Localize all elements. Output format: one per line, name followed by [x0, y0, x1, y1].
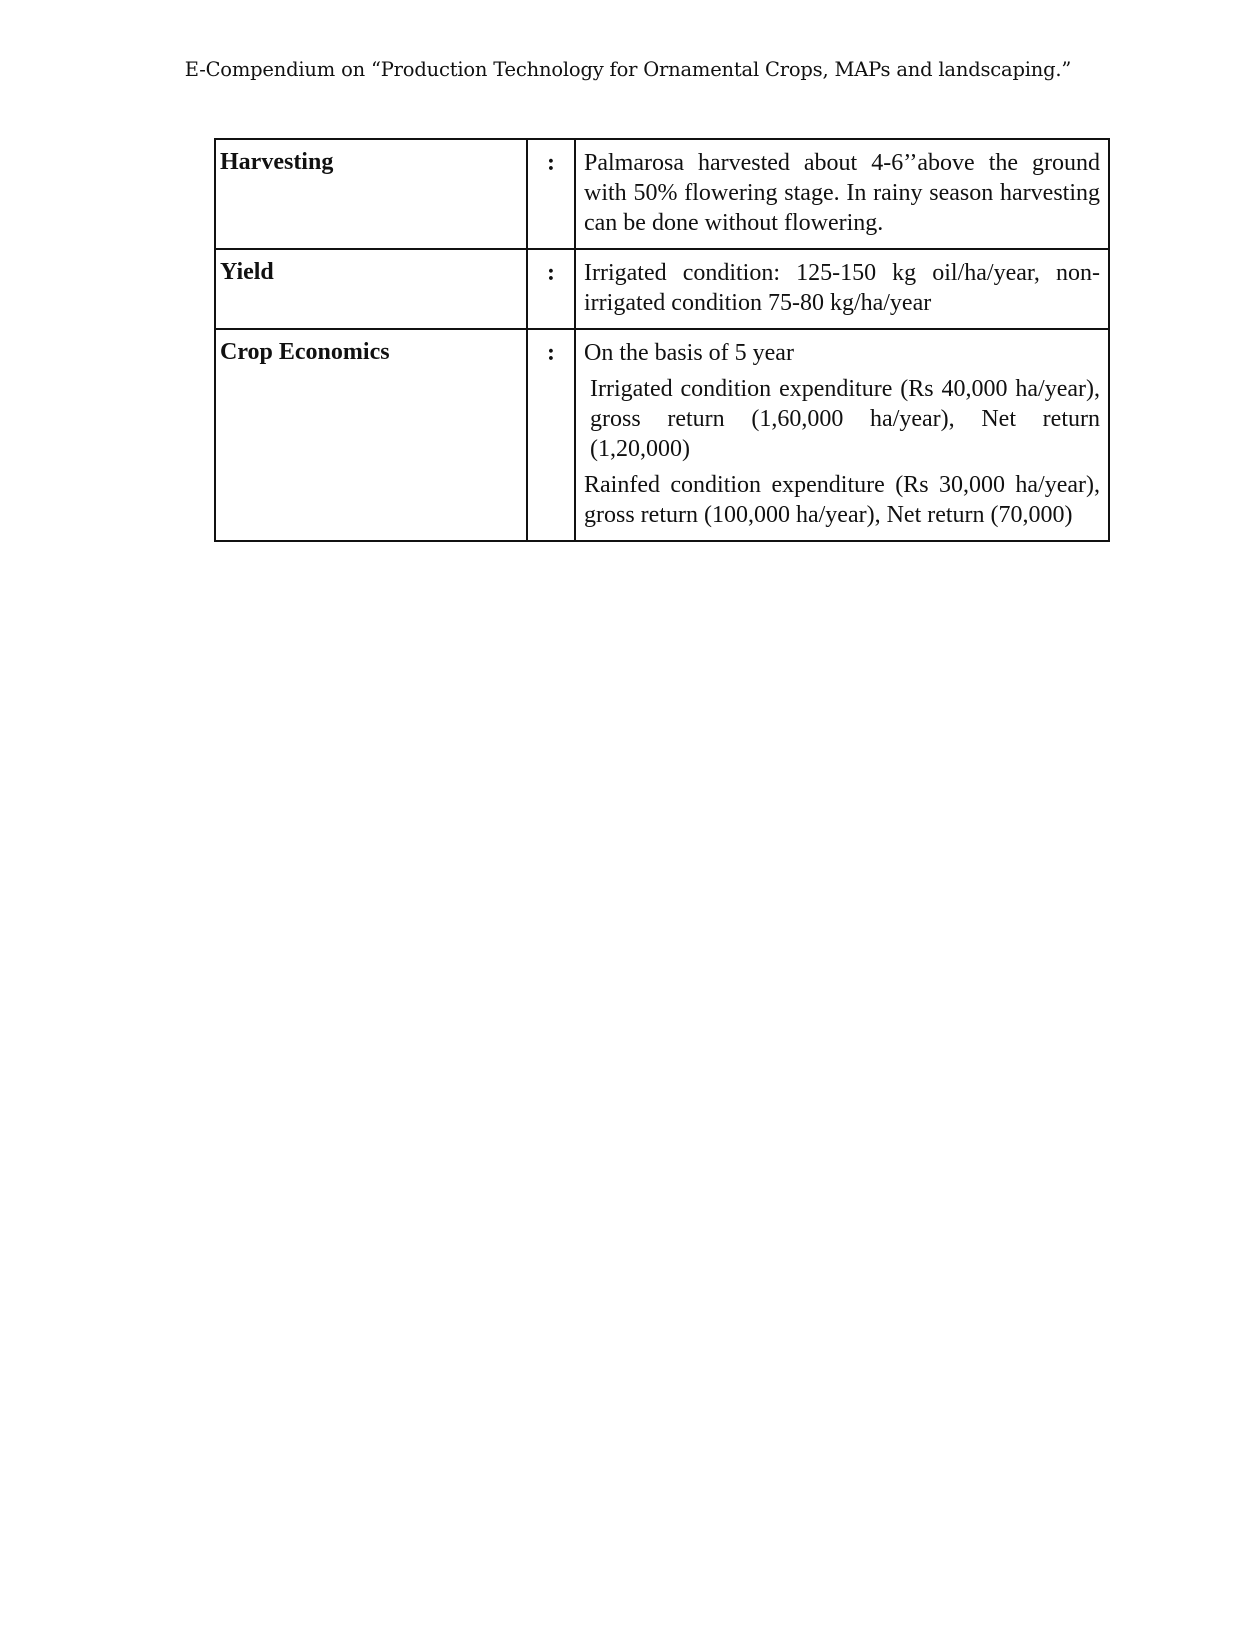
row-separator: :	[527, 329, 575, 541]
row-label: Crop Economics	[215, 329, 527, 541]
table-row-harvesting	[215, 139, 1109, 249]
page-header: E-Compendium on “Production Technology for Ornamental Crops, MAPs and landscaping.”	[184, 58, 1072, 81]
row-label: Yield	[215, 249, 527, 329]
table-row-crop-economics	[215, 329, 1109, 541]
row-separator: :	[527, 139, 575, 249]
row-label: Harvesting	[215, 139, 527, 249]
row-description	[575, 139, 1109, 249]
row-separator: :	[527, 249, 575, 329]
description-paragraph: Irrigated condition: 125-150 kg oil/ha/year, non-irrigated condition 75-80 kg/ha/year	[584, 260, 1100, 316]
table-row-yield	[215, 249, 1109, 329]
description-paragraph: Irrigated condition expenditure (Rs 40,000 ha/year), gross return (1,60,000 ha/year), Net return (1,20,000)	[590, 376, 1100, 462]
description-paragraph: Palmarosa harvested about 4-6’’above the ground with 50% flowering stage. In rainy season harvesting can be done without flowering.	[584, 150, 1100, 236]
row-description	[575, 329, 1109, 541]
description-paragraph: On the basis of 5 year	[584, 340, 794, 366]
row-description	[575, 249, 1109, 329]
description-paragraph: Rainfed condition expenditure (Rs 30,000 ha/year), gross return (100,000 ha/year), Net return (70,000)	[584, 472, 1100, 528]
crop-info-table	[214, 138, 1110, 542]
